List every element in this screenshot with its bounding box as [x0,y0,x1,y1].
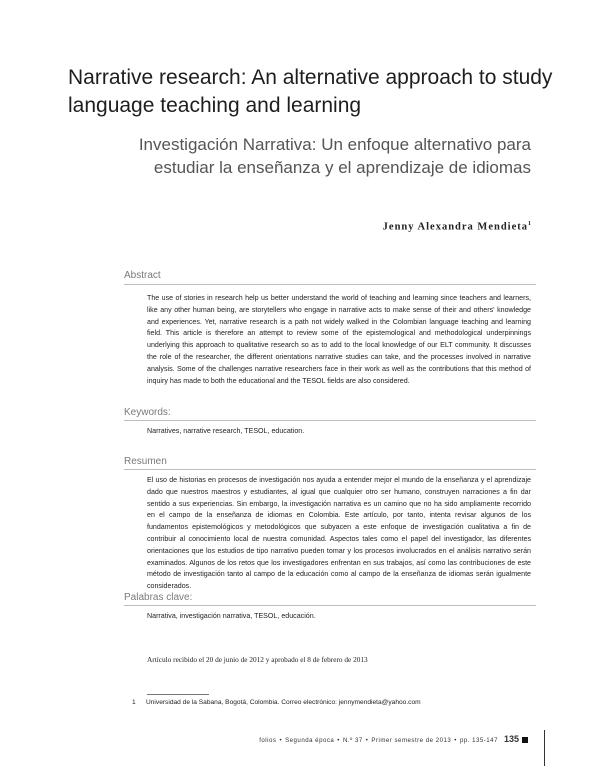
palabras-clave-rule [124,605,536,606]
footnote-number: 1 [132,699,136,706]
author-line [300,221,531,233]
keywords-heading: Keywords: [124,407,171,418]
resumen-heading: Resumen [124,456,167,467]
folio-journal: folios [259,737,277,744]
folio-semester: Primer semestre de 2013 [371,737,452,744]
keywords-text: Narratives, narrative research, TESOL, education. [147,427,305,435]
resumen-text: El uso de historias en procesos de investigación nos ayuda a entender mejor el mundo de la enseñanza y el aprendizaje dado que nuestros maestros y estudiantes, al igual que cualquier otro ser humano, construyen narraciones a fin dar sentido a sus experiencias. Sin embargo, la investigación narrativa es un camino que no ha sido ampliamente recorrido en el campo de la enseñanza de idiomas en Colombia. Este artículo, por tanto, intenta revisar algunos de los fundamentos epistemológicos y metodológicos que subyacen a este enfoque de investigación cualitativa a fin de contribuir al conocimiento local de nuestra comunidad. Aspectos tales como el papel del investigador, las diferentes orientaciones que los estudios de tipo narrativo pueden tomar y los procesos involucrados en el análisis narrativo serán examinados. Algunos de los retos que los investigadores enfrentan en sus trabajos, así como las contribuciones de este método de investigación tanto al campo de la educación como al campo de la enseñanza de idiomas serán igualmente considerados. [147,476,531,591]
footnote-text: Universidad de la Sabana, Bogotá, Colombia. Correo electrónico: jennymendieta@yahoo.com [146,699,421,706]
palabras-clave-text: Narrativa, investigación narrativa, TESOL, educación. [147,612,316,620]
resumen-rule [124,469,536,470]
keywords-rule [124,420,536,421]
title-english: Narrative research: An alternative approach to study language teaching and learning [68,66,553,117]
title-spanish: Investigación Narrativa: Un enfoque alternativo para estudiar la enseñanza y el aprendizaje de idiomas [138,135,531,177]
abstract-heading: Abstract [124,270,161,281]
folio-issue: N.º 37 [342,737,363,744]
square-marker-icon [522,737,528,743]
author-name: Jenny Alexandra Mendieta [382,221,528,233]
folio-pages: pp. 135-147 [459,737,498,744]
palabras-clave-heading: Palabras clave: [124,592,193,603]
page-folio: folios • Segunda época • N.º 37 • Primer semestre de 2013 • pp. 135-147 135 [190,734,528,744]
folio-season: Segunda época [285,737,335,744]
received-note: Artículo recibido el 20 de junio de 2012 y aprobado el 8 de febrero de 2013 [147,655,368,664]
author-footnote-mark: 1 [528,221,531,227]
page-number: 135 [503,734,519,744]
footnote [132,699,532,706]
margin-rule [544,730,545,766]
abstract-rule [124,284,536,285]
abstract-text: The use of stories in research help us better understand the world of teaching and learning since teachers and learners, like any other human being, are storytellers who engage in narrative acts to make sense of their and others' knowledge and experiences. Yet, narrative research is a path not widely walked in the Colombian language teaching and learning field. This article is therefore an attempt to review some of the epistemological and methodological underpinnings underlying this approach to qualitative research so as to add to the local knowledge of our ELT community. It discusses the role of the researcher, the different orientations narrative studies can take, and the processes involved in narrative analysis. Some of the challenges narrative researchers face in their work as well as the contributions that this method of inquiry has made to both the educational and the TESOL fields are also considered. [147,294,531,385]
footnote-rule [147,694,209,695]
